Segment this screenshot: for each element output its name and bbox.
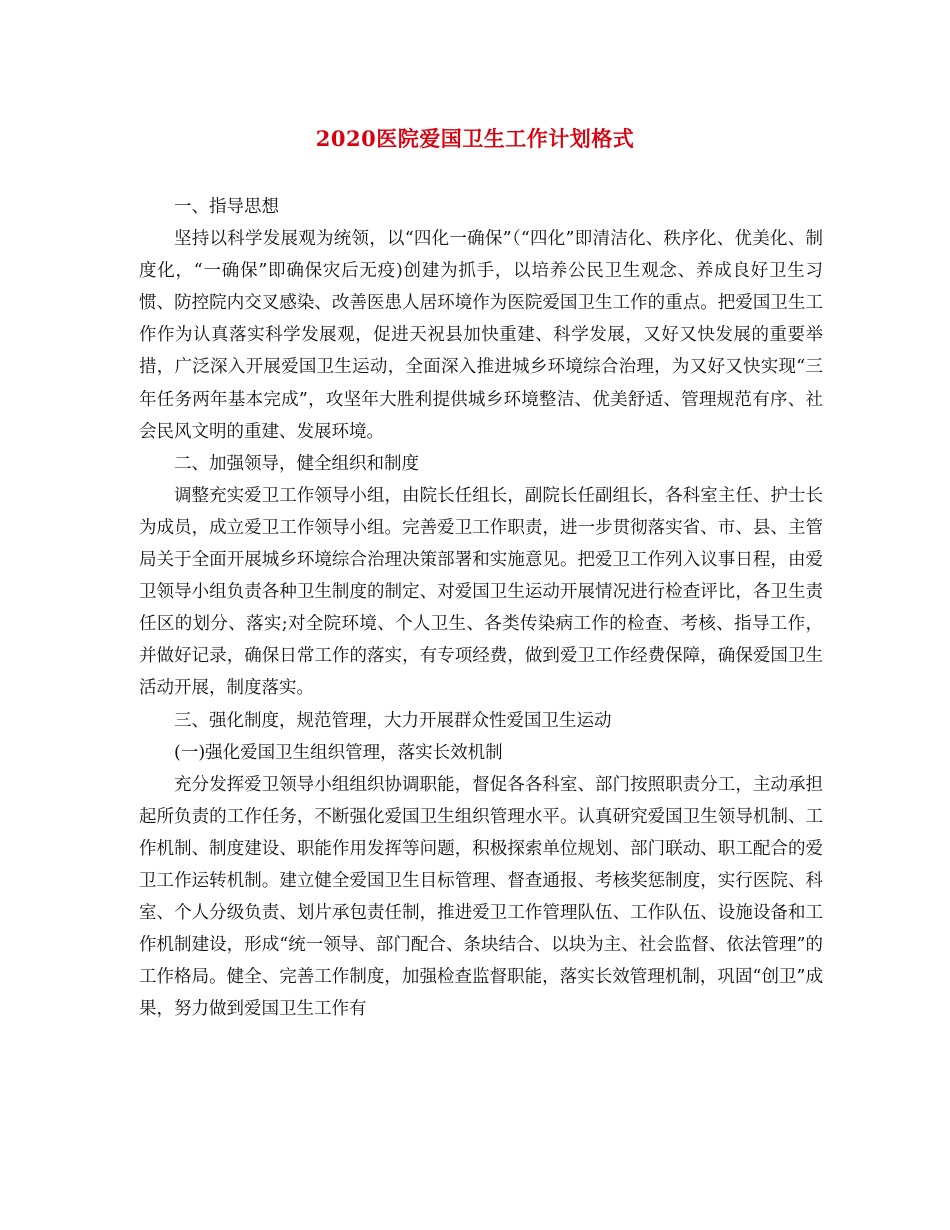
section-heading-1: 一、指导思想 (174, 197, 279, 217)
section-heading-2: 二、加强领导，健全组织和制度 (174, 453, 419, 474)
document-title: 2020医院爱国卫生工作计划格式 (315, 126, 635, 151)
paragraph-organization-management: 充分发挥爱卫领导小组组织协调职能，督促各各科室、部门按照职责分工，主动承担起所负责的工作任务，不断强化爱国卫生组织管理水平。认真研究爱国卫生领导机制、工作机制、制度建设、职能作用发挥等问题，积极探索单位规划、部门联动、职工配合的爱卫工作运转机制。建立健全爱国卫生目标管理、督查通报、考核奖惩制度，实行医院、科室、个人分级负责、划片承包责任制，推进爱卫工作管理队伍、工作队伍、设施设备和工作机制建设，形成“统一领导、部门配合、条块结合、以块为主、社会监督、依法管理”的工作格局。健全、完善工作制度，加强检查监督职能，落实长效管理机制，巩固“创卫”成果，努力做到爱国卫生工作有 (139, 774, 823, 1020)
section-heading-3: 三、强化制度，规范管理，大力开展群众性爱国卫生运动 (174, 710, 612, 731)
subsection-heading-1: (一)强化爱国卫生组织管理，落实长效机制 (174, 742, 503, 763)
document-body (139, 191, 823, 1025)
paragraph-guiding-ideology: 坚持以科学发展观为统领，以“四化一确保”（“四化”即清洁化、秩序化、优美化、制度化，“一确保”即确保灾后无疫)创建为抓手，以培养公民卫生观念、养成良好卫生习惯、防控院内交叉感染、改善医患人居环境作为医院爱国卫生工作的重点。把爱国卫生工作作为认真落实科学发展观，促进天祝县加快重建、科学发展，又好又快发展的重要举措，广泛深入开展爱国卫生运动，全面深入推进城乡环境综合治理，为又好又快实现“三年任务两年基本完成”，攻坚年大胜利提供城乡环境整洁、优美舒适、管理规范有序、社会民风文明的重建、发展环境。 (139, 229, 823, 442)
paragraph-leadership: 调整充实爱卫工作领导小组，由院长任组长，副院长任副组长，各科室主任、护士长为成员，成立爱卫工作领导小组。完善爱卫工作职责，进一步贯彻落实省、市、县、主管局关于全面开展城乡环境综合治理决策部署和实施意见。把爱卫工作列入议事日程，由爱卫领导小组负责各种卫生制度的制定、对爱国卫生运动开展情况进行检查评比，各卫生责任区的划分、落实;对全院环境、个人卫生、各类传染病工作的检查、考核、指导工作，并做好记录，确保日常工作的落实，有专项经费，做到爱卫工作经费保障，确保爱国卫生活动开展，制度落实。 (139, 485, 823, 699)
